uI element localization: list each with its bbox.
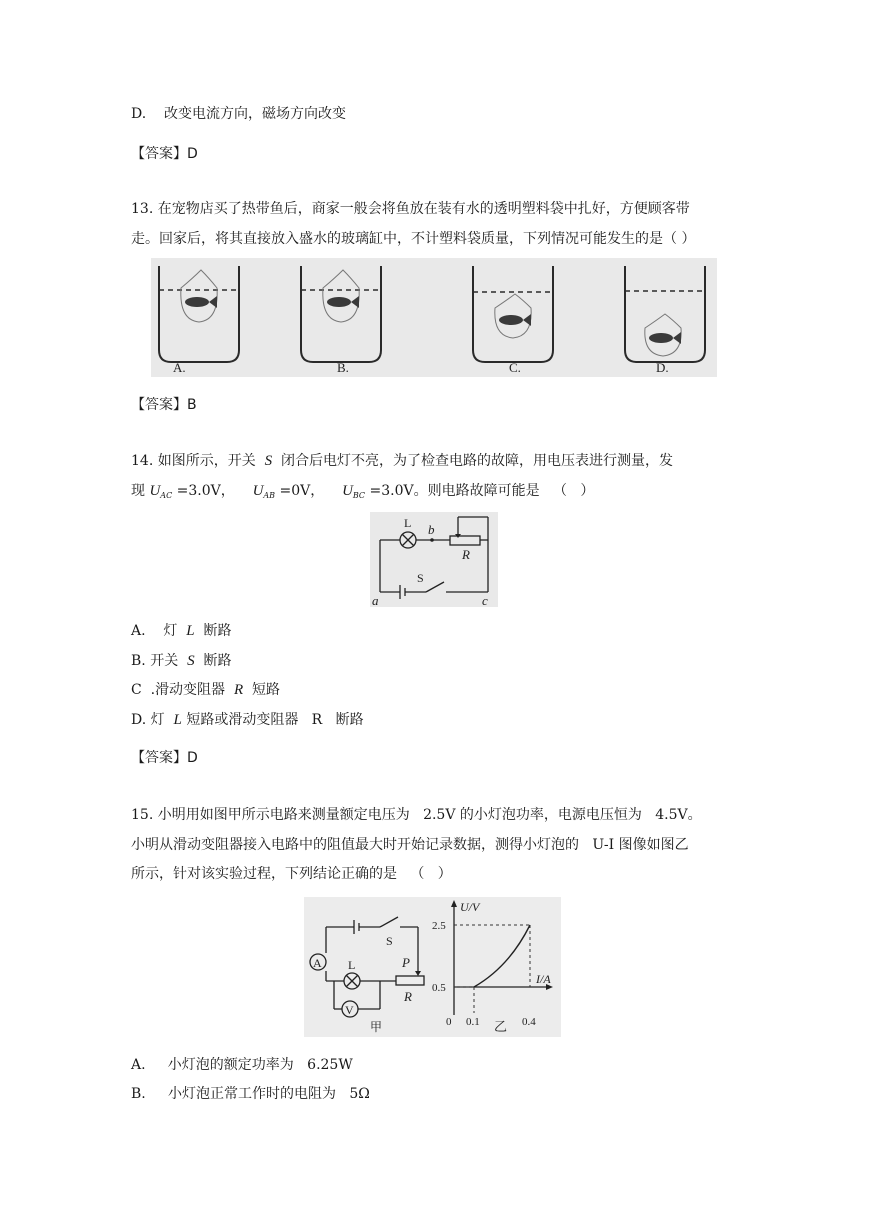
q14-switch-var: S (264, 453, 273, 469)
q14-label-c: c (482, 593, 488, 607)
q15-stem-line1: 15. 小明用如图甲所示电路来测量额定电压为 2.5V 的小灯泡功率，电源电压恒为 4.5V。 (131, 807, 702, 823)
q15-graph-y-axis: U/V (460, 900, 480, 914)
q14-stem-line1: 14. 如图所示，开关 S 闭合后电灯不亮，为了检查电路的故障，用电压表进行测量，发 (131, 453, 674, 469)
q13-answer: 【答案】B (131, 397, 197, 413)
q14-option-d: D. 灯 L 短路或滑动变阻器 R 断路 (131, 712, 364, 728)
q13-label-a: A. (173, 360, 186, 375)
q15-label-voltmeter: V (345, 1003, 354, 1017)
q14-option-b: B. 开关 S 断路 (131, 653, 232, 669)
q15-label-slider: P (402, 955, 410, 970)
q15-label-yi: 乙 (494, 1019, 508, 1034)
q15-label-ammeter: A (313, 956, 322, 970)
q14-label-a: a (372, 593, 379, 607)
q15-stem-line3: 所示，针对该实验过程，下列结论正确的是 （ ） (131, 866, 452, 882)
q13-stem-line2: 走。回家后，将其直接放入盛水的玻璃缸中，不计塑料袋质量，下列情况可能发生的是（ ） (131, 231, 696, 247)
q14-stem-line2: 现 $U_{AC} =3.0V$， $U_{AB} =0V$， $U_{BC} =3.0V$。则电路故障可能是 （ ） (131, 483, 595, 500)
q13-fish-tank-figure (151, 258, 717, 377)
q15-graph-x-tick-0-1: 0.1 (466, 1016, 480, 1028)
q14-label-b: b (428, 522, 435, 537)
q15-label-switch: S (386, 934, 393, 948)
q14-option-a: A. 灯 L 断路 (131, 623, 232, 639)
q13-label-c: C. (509, 360, 521, 375)
q15-circuit-and-graph-figure (304, 897, 561, 1037)
q14-circuit-figure (370, 512, 498, 607)
q13-stem-line1: 13. 在宠物店买了热带鱼后，商家一般会将鱼放在装有水的透明塑料袋中扎好，方便顾客带 (131, 201, 690, 217)
q15-option-a: A. 小灯泡的额定功率为 6.25W (131, 1057, 353, 1073)
q15-option-b: B. 小灯泡正常工作时的电阻为 5Ω (131, 1086, 370, 1102)
q15-graph-x-tick-0: 0 (446, 1016, 452, 1028)
q15-label-rheostat: R (404, 989, 412, 1004)
q14-option-c: C .滑动变阻器 R 短路 (131, 682, 281, 698)
q13-label-d: D. (656, 360, 669, 375)
q12-option-d: D. 改变电流方向，磁场方向改变 (131, 106, 346, 122)
q15-graph-y-tick-2-5: 2.5 (432, 920, 446, 932)
q14-label-rheostat: R (462, 547, 470, 562)
q15-label-jia: 甲 (370, 1020, 383, 1034)
q13-label-b: B. (337, 360, 349, 375)
q15-graph-y-tick-0-5: 0.5 (432, 982, 446, 994)
q15-graph-x-tick-0-4: 0.4 (522, 1016, 536, 1028)
q14-label-lamp: L (404, 516, 412, 530)
q12-answer: 【答案】D (131, 146, 198, 162)
q15-label-lamp: L (348, 958, 356, 972)
q15-graph-x-axis: I/A (536, 972, 551, 986)
q14-answer: 【答案】D (131, 750, 198, 766)
q15-stem-line2: 小明从滑动变阻器接入电路中的阻值最大时开始记录数据，测得小灯泡的 U-I 图像如图乙 (131, 837, 689, 853)
q14-label-switch: S (417, 571, 424, 585)
